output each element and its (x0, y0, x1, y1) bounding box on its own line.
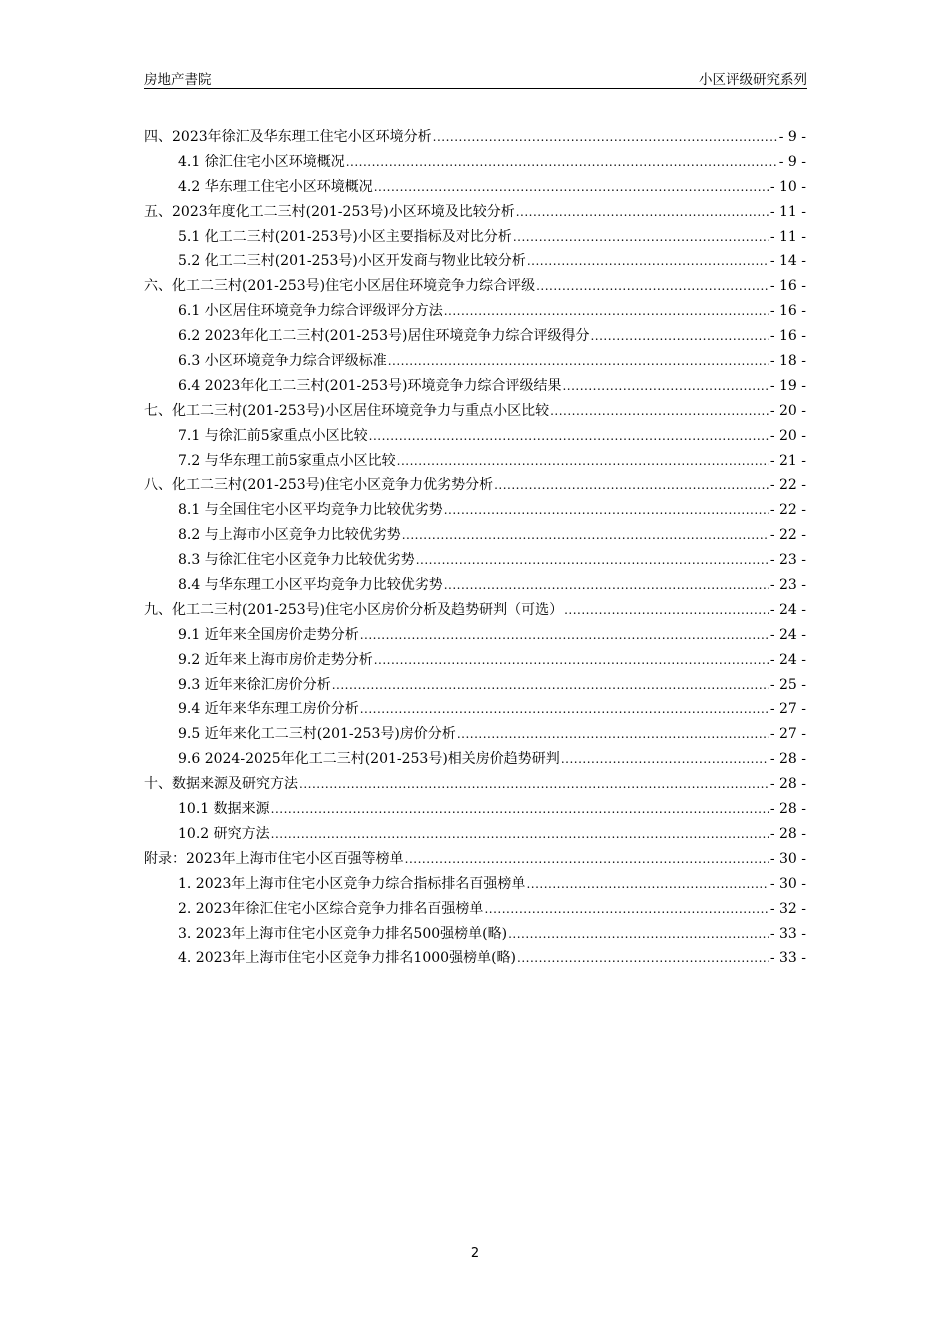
header-publisher: 房地产書院 (144, 72, 212, 88)
toc-dot-leader (484, 902, 768, 916)
toc-entry-page: - 9 - (778, 129, 806, 145)
toc-dot-leader (360, 702, 769, 716)
toc-entry-page: - 32 - (769, 900, 806, 917)
toc-entry-title: 4. 2023年上海市住宅小区竞争力排名1000强榜单(略) (178, 950, 516, 967)
table-of-contents (144, 126, 806, 972)
toc-entry-page: - 21 - (769, 452, 806, 469)
toc-dot-leader (508, 927, 769, 941)
toc-entry-title: 2. 2023年徐汇住宅小区综合竞争力排名百强榜单 (178, 900, 484, 917)
toc-entry-page: - 24 - (769, 651, 806, 668)
toc-entry-page: - 20 - (769, 402, 806, 419)
toc-entry-title: 9.4 近年来华东理工房价分析 (178, 701, 359, 718)
toc-dot-leader (513, 230, 769, 244)
toc-section-entry[interactable] (144, 375, 806, 400)
toc-entry-title: 6.3 小区环境竞争力综合评级标准 (178, 353, 387, 370)
toc-entry-page: - 30 - (769, 875, 806, 892)
toc-dot-leader (517, 951, 769, 965)
toc-section-entry[interactable] (144, 574, 806, 599)
toc-entry-page: - 23 - (769, 577, 806, 594)
toc-entry-title: 7.2 与华东理工前5家重点小区比较 (178, 452, 396, 469)
toc-section-entry[interactable] (144, 649, 806, 674)
toc-section-entry[interactable] (144, 250, 806, 275)
toc-dot-leader (299, 777, 769, 791)
toc-chapter-entry[interactable] (144, 599, 806, 624)
toc-chapter-entry[interactable] (144, 126, 806, 151)
toc-section-entry[interactable] (144, 226, 806, 251)
toc-entry-page: - 33 - (769, 950, 806, 967)
toc-entry-title: 5.2 化工二三村(201-253号)小区开发商与物业比较分析 (178, 253, 526, 270)
toc-section-entry[interactable] (144, 524, 806, 549)
toc-entry-page: - 16 - (769, 278, 806, 295)
toc-entry-page: - 14 - (769, 253, 806, 270)
toc-section-entry[interactable] (144, 300, 806, 325)
page-header (144, 66, 807, 89)
toc-dot-leader (494, 478, 769, 492)
toc-entry-title: 9.2 近年来上海市房价走势分析 (178, 651, 373, 668)
toc-dot-leader (369, 429, 769, 443)
toc-dot-leader (444, 304, 769, 318)
toc-section-entry[interactable] (144, 499, 806, 524)
toc-entry-title: 9.3 近年来徐汇房价分析 (178, 676, 331, 693)
toc-entry-title: 8.1 与全国住宅小区平均竞争力比较优劣势 (178, 502, 443, 519)
page-number: 2 (470, 1246, 480, 1261)
toc-section-entry[interactable] (144, 425, 806, 450)
toc-entry-page: - 25 - (769, 676, 806, 693)
toc-section-entry[interactable] (144, 151, 806, 176)
toc-dot-leader (527, 254, 769, 268)
toc-entry-title: 7.1 与徐汇前5家重点小区比较 (178, 427, 368, 444)
toc-entry-title: 6.2 2023年化工二三村(201-253号)居住环境竞争力综合评级得分 (178, 328, 590, 345)
toc-entry-page: - 11 - (769, 228, 806, 245)
toc-entry-page: - 23 - (769, 552, 806, 569)
toc-entry-title: 4.1 徐汇住宅小区环境概况 (178, 153, 345, 170)
toc-section-entry[interactable] (144, 624, 806, 649)
toc-dot-leader (346, 155, 778, 169)
toc-entry-page: - 27 - (769, 701, 806, 718)
toc-section-entry[interactable] (144, 947, 806, 972)
toc-section-entry[interactable] (144, 923, 806, 948)
toc-entry-title: 9.6 2024-2025年化工二三村(201-253号)相关房价趋势研判 (178, 751, 560, 768)
toc-entry-title: 10.2 研究方法 (178, 825, 270, 842)
toc-entry-title: 6.4 2023年化工二三村(201-253号)环境竞争力综合评级结果 (178, 377, 562, 394)
toc-entry-page: - 9 - (778, 153, 806, 170)
toc-entry-page: - 28 - (769, 801, 806, 818)
toc-entry-title: 4.2 华东理工住宅小区环境概况 (178, 178, 373, 195)
toc-entry-title: 九、化工二三村(201-253号)住宅小区房价分析及趋势研判（可选） (144, 601, 564, 618)
toc-dot-leader (516, 205, 769, 219)
toc-section-entry[interactable] (144, 873, 806, 898)
toc-section-entry[interactable] (144, 549, 806, 574)
toc-dot-leader (374, 653, 769, 667)
toc-dot-leader (374, 180, 769, 194)
toc-entry-title: 8.3 与徐汇住宅小区竞争力比较优劣势 (178, 552, 415, 569)
toc-entry-page: - 22 - (769, 527, 806, 544)
toc-dot-leader (405, 852, 769, 866)
toc-section-entry[interactable] (144, 176, 806, 201)
toc-section-entry[interactable] (144, 674, 806, 699)
toc-entry-page: - 28 - (769, 751, 806, 768)
toc-chapter-entry[interactable] (144, 400, 806, 425)
header-series-title: 小区评级研究系列 (699, 72, 807, 88)
toc-dot-leader (271, 827, 769, 841)
toc-entry-page: - 30 - (769, 850, 806, 867)
toc-dot-leader (397, 454, 769, 468)
toc-entry-title: 七、化工二三村(201-253号)小区居住环境竞争力与重点小区比较 (144, 402, 550, 419)
toc-section-entry[interactable] (144, 723, 806, 748)
toc-chapter-entry[interactable] (144, 201, 806, 226)
toc-entry-page: - 20 - (769, 427, 806, 444)
toc-entry-title: 六、化工二三村(201-253号)住宅小区居住环境竞争力综合评级 (144, 278, 536, 295)
toc-dot-leader (416, 553, 769, 567)
toc-entry-page: - 18 - (769, 353, 806, 370)
toc-section-entry[interactable] (144, 698, 806, 723)
toc-dot-leader (444, 503, 769, 517)
toc-dot-leader (388, 354, 769, 368)
toc-section-entry[interactable] (144, 823, 806, 848)
toc-entry-title: 5.1 化工二三村(201-253号)小区主要指标及对比分析 (178, 228, 512, 245)
toc-entry-title: 6.1 小区居住环境竞争力综合评级评分方法 (178, 303, 443, 320)
toc-entry-title: 附录：2023年上海市住宅小区百强等榜单 (144, 850, 404, 867)
toc-entry-title: 十、数据来源及研究方法 (144, 776, 298, 793)
toc-entry-title: 8.4 与华东理工小区平均竞争力比较优劣势 (178, 577, 443, 594)
toc-entry-page: - 24 - (769, 626, 806, 643)
toc-entry-page: - 22 - (769, 477, 806, 494)
toc-dot-leader (590, 329, 768, 343)
toc-entry-title: 四、2023年徐汇及华东理工住宅小区环境分析 (144, 129, 432, 145)
toc-entry-page: - 19 - (769, 377, 806, 394)
toc-entry-page: - 11 - (769, 203, 806, 220)
toc-entry-title: 8.2 与上海市小区竞争力比较优劣势 (178, 527, 401, 544)
toc-entry-page: - 22 - (769, 502, 806, 519)
toc-dot-leader (536, 279, 769, 293)
toc-entry-page: - 28 - (769, 776, 806, 793)
toc-chapter-entry[interactable] (144, 474, 806, 499)
toc-entry-page: - 33 - (769, 925, 806, 942)
toc-entry-title: 1. 2023年上海市住宅小区竞争力综合指标排名百强榜单 (178, 875, 526, 892)
toc-entry-page: - 28 - (769, 825, 806, 842)
toc-section-entry[interactable] (144, 325, 806, 350)
toc-entry-title: 10.1 数据来源 (178, 801, 270, 818)
toc-dot-leader (561, 752, 769, 766)
toc-dot-leader (271, 802, 769, 816)
toc-entry-page: - 24 - (769, 601, 806, 618)
toc-chapter-entry[interactable] (144, 848, 806, 873)
toc-chapter-entry[interactable] (144, 275, 806, 300)
toc-dot-leader (550, 404, 769, 418)
toc-entry-title: 9.5 近年来化工二三村(201-253号)房价分析 (178, 726, 456, 743)
toc-dot-leader (457, 727, 769, 741)
toc-entry-page: - 27 - (769, 726, 806, 743)
toc-entry-title: 3. 2023年上海市住宅小区竞争力排名500强榜单(略) (178, 925, 508, 942)
toc-entry-page: - 10 - (769, 178, 806, 195)
toc-dot-leader (526, 877, 768, 891)
toc-dot-leader (433, 130, 778, 144)
toc-section-entry[interactable] (144, 450, 806, 475)
toc-section-entry[interactable] (144, 748, 806, 773)
toc-entry-page: - 16 - (769, 303, 806, 320)
toc-entry-title: 9.1 近年来全国房价走势分析 (178, 626, 359, 643)
toc-section-entry[interactable] (144, 350, 806, 375)
toc-section-entry[interactable] (144, 798, 806, 823)
toc-dot-leader (402, 528, 769, 542)
toc-entry-page: - 16 - (769, 328, 806, 345)
toc-section-entry[interactable] (144, 898, 806, 923)
toc-dot-leader (444, 578, 769, 592)
toc-dot-leader (562, 379, 768, 393)
toc-dot-leader (360, 628, 769, 642)
toc-dot-leader (564, 603, 769, 617)
toc-entry-title: 五、2023年度化工二三村(201-253号)小区环境及比较分析 (144, 203, 515, 220)
toc-chapter-entry[interactable] (144, 773, 806, 798)
toc-entry-title: 八、化工二三村(201-253号)住宅小区竞争力优劣势分析 (144, 477, 494, 494)
toc-dot-leader (332, 678, 769, 692)
